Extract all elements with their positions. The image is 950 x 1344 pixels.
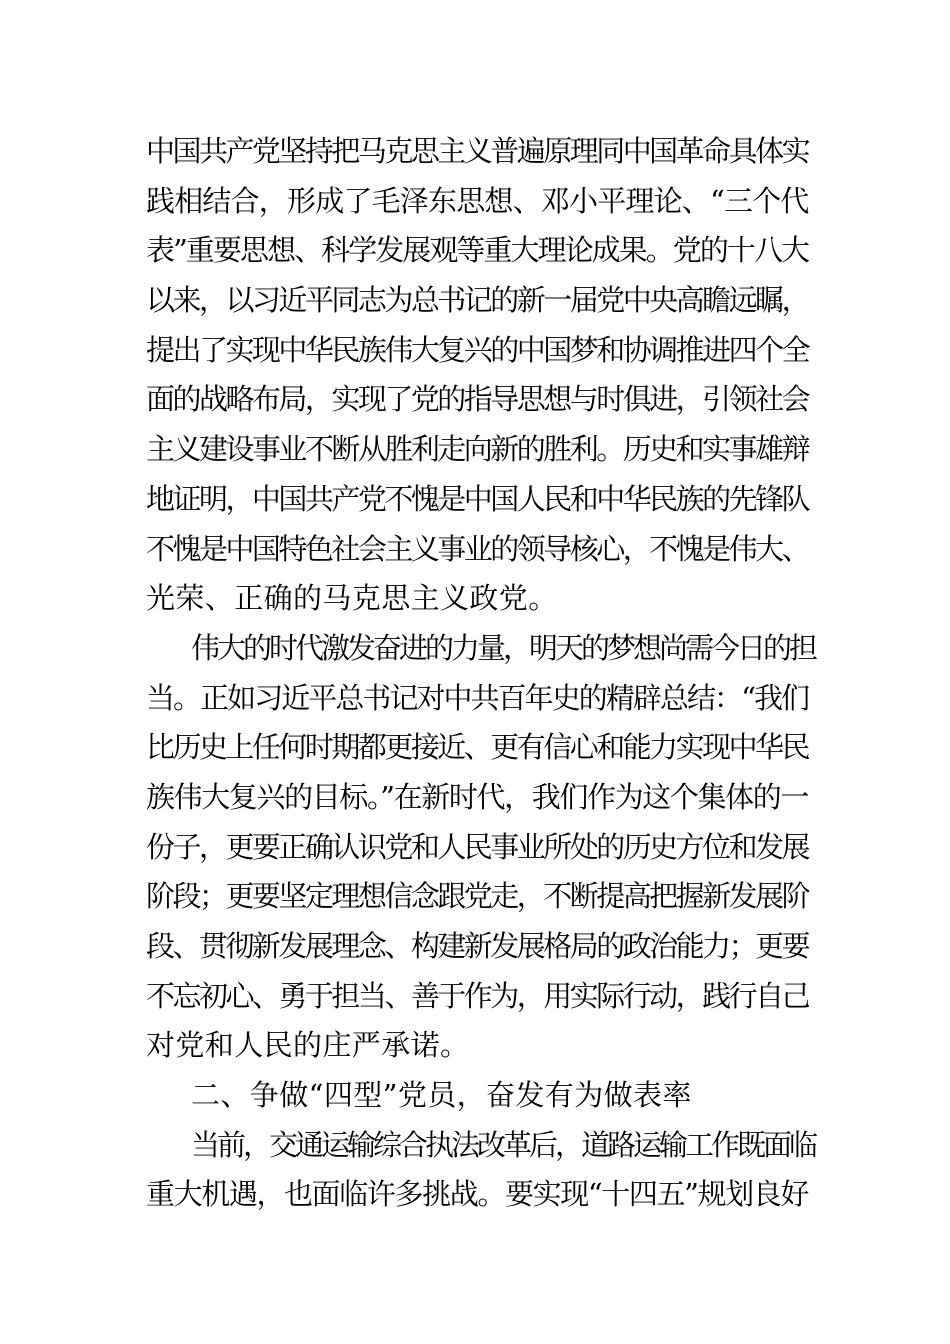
- text-line: 伟大的时代激发奋进的力量，明天的梦想尚需今日的担: [191, 630, 816, 665]
- text-line: 践相结合，形成了毛泽东思想、邓小平理论、“三个代: [146, 183, 809, 218]
- text-line: 主义建设事业不断从胜利走向新的胜利。历史和实事雄辩: [146, 432, 808, 467]
- text-line: 重大机遇，也面临许多挑战。要实现“十四五”规划良好: [146, 1177, 808, 1212]
- text-line: 比历史上任何时期都更接近、更有信心和能力实现中华民: [146, 730, 808, 765]
- text-line: 阶段；更要坚定理想信念跟党走，不断提高把握新发展阶: [146, 879, 808, 914]
- text-line: 对党和人民的庄严承诺。: [146, 1028, 470, 1063]
- text-line: 二、争做“四型”党员，奋发有为做表率: [191, 1078, 692, 1113]
- text-line: 光荣、正确的马克思主义政党。: [146, 581, 558, 616]
- text-line: 份子，更要正确认识党和人民事业所处的历史方位和发展: [146, 829, 808, 864]
- text-line: 不愧是中国特色社会主义事业的领导核心，不愧是伟大、: [146, 531, 808, 566]
- text-line: 表”重要思想、科学发展观等重大理论成果。党的十八大: [146, 233, 808, 268]
- text-line: 段、贯彻新发展理念、构建新发展格局的政治能力；更要: [146, 929, 808, 963]
- text-line: 当。正如习近平总书记对中共百年史的精辟总结：“我们: [146, 680, 808, 715]
- text-line: 提出了实现中华民族伟大复兴的中国梦和协调推进四个全: [146, 332, 808, 367]
- text-line: 地证明，中国共产党不愧是中国人民和中华民族的先锋队: [146, 481, 808, 516]
- text-line: 中国共产党坚持把马克思主义普遍原理同中国革命具体实: [146, 134, 808, 168]
- text-line: 当前，交通运输综合执法改革后，道路运输工作既面临: [191, 1127, 816, 1162]
- text-line: 不忘初心、勇于担当、善于作为，用实际行动，践行自己: [146, 978, 808, 1013]
- text-line: 以来，以习近平同志为总书记的新一届党中央高瞻远瞩，: [146, 283, 808, 318]
- body-text: [146, 127, 816, 1220]
- text-line: 族伟大复兴的目标。”在新时代，我们作为这个集体的一: [146, 779, 808, 814]
- text-line: 面的战略布局，实现了党的指导思想与时俱进，引领社会: [146, 382, 808, 417]
